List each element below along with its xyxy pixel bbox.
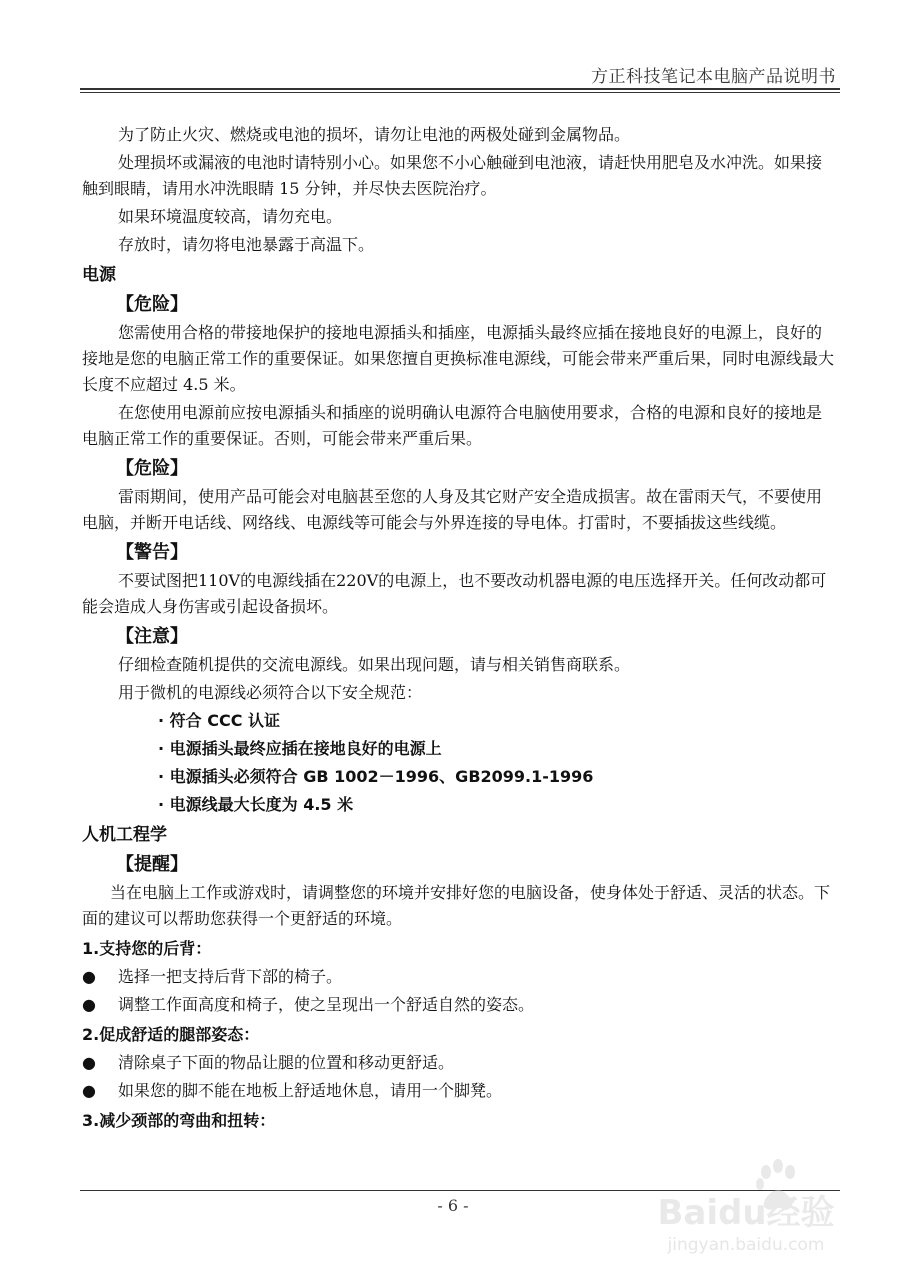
list-item	[82, 992, 837, 1018]
list-item	[82, 1050, 837, 1076]
requirement-item: · 电源插头必须符合 GB 1002－1996、GB2099.1-1996	[158, 767, 594, 786]
list-item	[82, 964, 837, 990]
list-item	[82, 1078, 837, 1104]
baidu-watermark-icon	[626, 1150, 866, 1260]
warning-label: 【警告】	[116, 542, 188, 563]
warning-paragraph: 不要试图把110V的电源线插在220V的电源上，也不要改动机器电源的电压选择开关。任何改动都可能会造成人身伤害或引起设备损坏。	[82, 571, 827, 616]
note-paragraph: 用于微机的电源线必须符合以下安全规范：	[118, 683, 423, 702]
page-number: - 6 -	[437, 1196, 469, 1215]
requirement-item: · 电源插头最终应插在接地良好的电源上	[158, 739, 442, 758]
danger-paragraph: 雷雨期间，使用产品可能会对电脑甚至您的人身及其它财产安全造成损害。故在雷雨天气，不要使用电脑，并断开电话线、网络线、电源线等可能会与外界连接的导电体。打雷时，不要插拔这些线缆。	[82, 487, 823, 532]
note-label: 【注意】	[116, 626, 188, 647]
battery-paragraph: 存放时，请勿将电池暴露于高温下。	[118, 235, 375, 254]
watermark-brand: Baidu经验	[657, 1193, 835, 1233]
power-heading: 电源	[82, 265, 116, 285]
list-item-text: 清除桌子下面的物品让腿的位置和移动更舒适。	[118, 1053, 455, 1072]
document-header-title: 方正科技笔记本电脑产品说明书	[591, 67, 836, 87]
bullet-icon: ●	[82, 1081, 96, 1100]
bullet-icon: ●	[82, 967, 96, 986]
danger-paragraph: 在您使用电源前应按电源插头和插座的说明确认电源符合电脑使用要求，合格的电源和良好的接地是电脑正常工作的重要保证。否则，可能会带来严重后果。	[82, 403, 823, 448]
bullet-icon: ●	[82, 995, 96, 1014]
battery-paragraph: 如果环境温度较高，请勿充电。	[118, 207, 343, 226]
danger-label: 【危险】	[116, 458, 188, 479]
ergonomics-heading: 人机工程学	[82, 825, 167, 845]
battery-paragraph: 为了防止火灾、燃烧或电池的损坏，请勿让电池的两极处碰到金属物品。	[118, 125, 631, 144]
list-item-text: 如果您的脚不能在地板上舒适地休息，请用一个脚凳。	[118, 1081, 503, 1100]
requirement-item: · 电源线最大长度为 4.5 米	[158, 795, 354, 814]
list-item-text: 选择一把支持后背下部的椅子。	[118, 967, 343, 986]
note-paragraph: 仔细检查随机提供的交流电源线。如果出现问题，请与相关销售商联系。	[118, 655, 631, 674]
requirement-item: · 符合 CCC 认证	[158, 711, 281, 730]
ergonomics-intro: 当在电脑上工作或游戏时，请调整您的环境并安排好您的电脑设备，使身体处于舒适、灵活的状态。下面的建议可以帮助您获得一个更舒适的环境。	[82, 883, 831, 928]
section-1-title: 1.支持您的后背：	[82, 939, 212, 958]
battery-paragraph: 处理损坏或漏液的电池时请特别小心。如果您不小心触碰到电池液，请赶快用肥皂及水冲洗。如果接触到眼睛，请用水冲洗眼睛 15 分钟，并尽快去医院治疗。	[82, 153, 823, 198]
danger-paragraph: 您需使用合格的带接地保护的接地电源插头和插座，电源插头最终应插在接地良好的电源上，良好的接地是您的电脑正常工作的重要保证。如果您擅自更换标准电源线，可能会带来严重后果，同时电源线最大长度不应超过 4.5 米。	[82, 323, 835, 394]
bullet-icon: ●	[82, 1053, 96, 1072]
reminder-label: 【提醒】	[116, 854, 188, 875]
section-2-title: 2.促成舒适的腿部姿态：	[82, 1025, 260, 1044]
list-item-text: 调整工作面高度和椅子，使之呈现出一个舒适自然的姿态。	[118, 995, 535, 1014]
page-body	[82, 122, 837, 1136]
header-rule-thin	[80, 92, 840, 93]
watermark-url: jingyan.baidu.com	[667, 1235, 825, 1255]
header-rule	[80, 88, 840, 90]
section-3-title: 3.减少颈部的弯曲和扭转：	[82, 1111, 276, 1130]
danger-label: 【危险】	[116, 294, 188, 315]
